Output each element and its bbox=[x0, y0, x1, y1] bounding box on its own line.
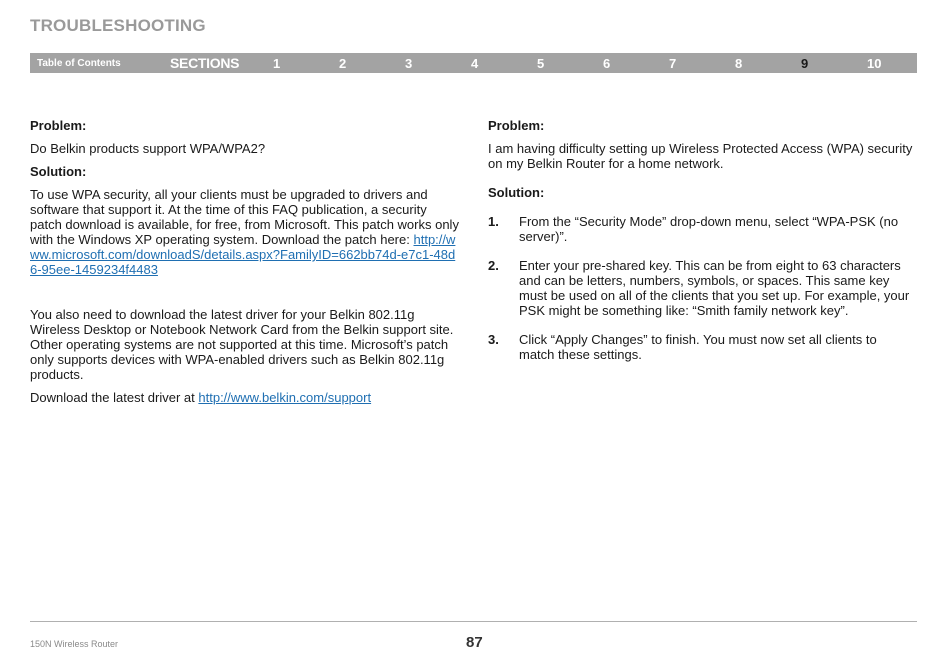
product-name: 150N Wireless Router bbox=[30, 639, 119, 649]
download-paragraph bbox=[30, 390, 462, 405]
solution-steps bbox=[488, 214, 913, 362]
step-text: From the “Security Mode” drop-down menu, select “WPA-PSK (no server)”. bbox=[519, 214, 899, 244]
section-link-7[interactable]: 7 bbox=[669, 56, 677, 71]
section-link-2[interactable]: 2 bbox=[339, 56, 347, 71]
section-link-6[interactable]: 6 bbox=[603, 56, 611, 71]
sections-label: SECTIONS bbox=[170, 55, 240, 71]
spacer bbox=[30, 285, 462, 307]
left-column bbox=[30, 118, 462, 413]
problem-text: Do Belkin products support WPA/WPA2? bbox=[30, 141, 266, 156]
section-link-4[interactable]: 4 bbox=[471, 56, 479, 71]
step-number: 1. bbox=[488, 214, 499, 229]
section-link-1[interactable]: 1 bbox=[273, 56, 281, 71]
table-of-contents-link[interactable]: Table of Contents bbox=[37, 58, 121, 69]
page-title: TROUBLESHOOTING bbox=[30, 16, 206, 35]
section-nav-bar bbox=[30, 53, 917, 73]
microsoft-patch-link[interactable]: http://www.microsoft.com/downloadS/details.aspx?FamilyID=662bb74d-e7c1-48d6-95ee-1459234f4483 bbox=[30, 232, 456, 277]
step-item bbox=[488, 332, 913, 362]
step-item bbox=[488, 214, 913, 244]
right-column bbox=[488, 118, 913, 376]
solution-heading: Solution: bbox=[30, 164, 87, 179]
solution-heading: Solution: bbox=[488, 185, 545, 200]
solution-paragraph bbox=[30, 187, 462, 277]
problem-heading: Problem: bbox=[30, 118, 87, 133]
section-link-9[interactable]: 9 bbox=[801, 56, 809, 71]
problem-text: I am having difficulty setting up Wireless Protected Access (WPA) security on my Belkin Router for a home network. bbox=[488, 141, 913, 171]
download-text: Download the latest driver at bbox=[30, 390, 195, 405]
section-link-8[interactable]: 8 bbox=[735, 56, 743, 71]
solution-text: To use WPA security, all your clients must be upgraded to drivers and software that support it. At the time of this FAQ publication, a security patch download is available, for free, from Microsoft. This patch works only with the Windows XP operating system. Download the patch here: bbox=[30, 187, 459, 247]
step-number: 2. bbox=[488, 258, 499, 273]
driver-text: You also need to download the latest driver for your Belkin 802.11g Wireless Desktop or Notebook Network Card from the Belkin support site. Other operating systems are not supported at this time. Microsoft’s patch only supports devices with WPA-enabled drivers such as Belkin 802.11g products. bbox=[30, 307, 454, 382]
page-number: 87 bbox=[466, 634, 483, 651]
step-item bbox=[488, 258, 913, 318]
section-link-10[interactable]: 10 bbox=[867, 56, 882, 71]
section-link-3[interactable]: 3 bbox=[405, 56, 413, 71]
step-number: 3. bbox=[488, 332, 499, 347]
step-text: Enter your pre-shared key. This can be from eight to 63 characters and can be letters, numbers, symbols, or spaces. This same key must be used on all of the clients that you set up. For example, your PSK might be something like: “Smith family network key”. bbox=[519, 258, 910, 318]
footer-divider bbox=[30, 621, 917, 622]
step-text: Click “Apply Changes” to finish. You must now set all clients to match these settings. bbox=[519, 332, 877, 362]
problem-heading: Problem: bbox=[488, 118, 545, 133]
belkin-support-link[interactable]: http://www.belkin.com/support bbox=[198, 390, 372, 405]
section-link-5[interactable]: 5 bbox=[537, 56, 545, 71]
